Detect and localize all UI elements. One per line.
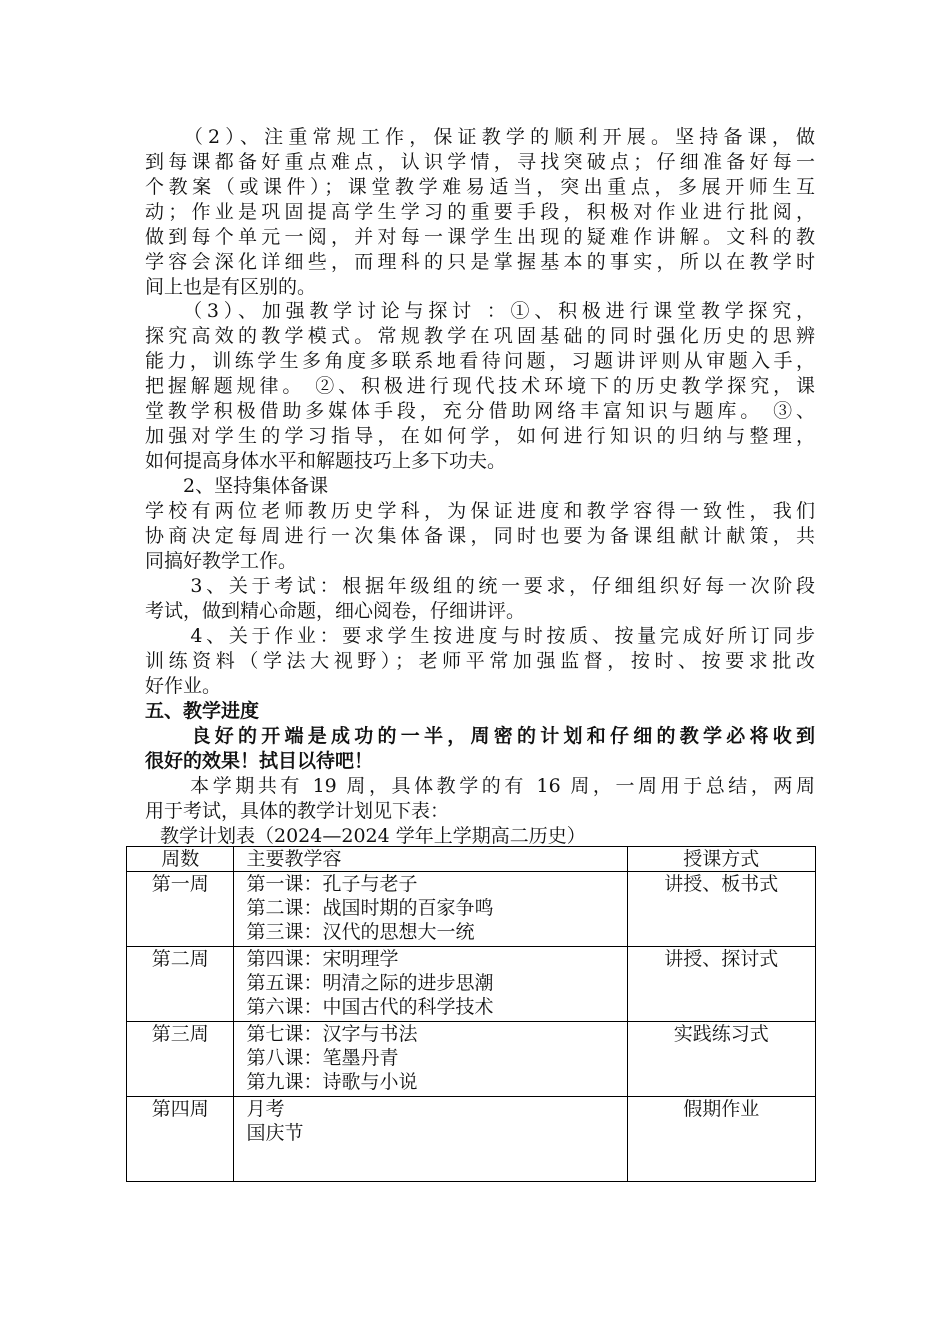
text-line: 学容会深化详细些，而理科的只是掌握基本的事实，所以在教学时 (145, 251, 815, 273)
table-row (127, 947, 816, 1022)
lesson-item: 第九课：诗歌与小说 (246, 1071, 418, 1093)
lesson-item: 第一课：孔子与老子 (246, 873, 418, 895)
text-line: 训练资料（学法大视野）；老师平常加强监督，按时、按要求批改 (145, 650, 815, 672)
text-line: 4、关于作业：要求学生按进度与时按质、按量完成好所订同步 (145, 625, 815, 647)
text-line: 本学期共有 19 周，具体教学的有 16 周，一周用于总结，两周 (145, 775, 815, 797)
header-content: 主要教学容 (234, 847, 627, 872)
item-heading: 2、坚持集体备课 (145, 475, 329, 497)
lesson-item: 第七课：汉字与书法 (246, 1023, 418, 1045)
content-cell (234, 1097, 627, 1182)
text-line: 探究高效的教学模式。常规教学在巩固基础的同时强化历史的思辨 (145, 325, 815, 347)
text-line: 到每课都备好重点难点，认识学情，寻找突破点；仔细准备好每一 (145, 151, 815, 173)
lesson-item: 第四课：宋明理学 (246, 948, 399, 970)
text-line: 好作业。 (145, 675, 222, 697)
week-cell: 第二周 (127, 947, 234, 1022)
table-row (127, 1022, 816, 1097)
section-heading: 五、教学进度 (145, 700, 260, 722)
text-line: 能力，训练学生多角度多联系地看待问题，习题讲评则从审题入手， (145, 350, 815, 372)
text-line: 间上也是有区别的。 (145, 276, 317, 298)
text-line: 把握解题规律。 ②、积极进行现代技术环境下的历史教学探究，课 (145, 375, 815, 397)
header-week: 周数 (127, 847, 234, 872)
text-line: 如何提高身体水平和解题技巧上多下功夫。 (145, 450, 507, 472)
text-line: 个教案（或课件）；课堂教学难易适当，突出重点，多展开师生互 (145, 176, 815, 198)
text-line: 同搞好教学工作。 (145, 550, 298, 572)
lesson-item: 第二课：战国时期的百家争鸣 (246, 897, 494, 919)
text-line: 协商决定每周进行一次集体备课，同时也要为备课组献计献策，共 (145, 525, 815, 547)
week-cell: 第三周 (127, 1022, 234, 1097)
method-cell: 假期作业 (627, 1097, 815, 1182)
table-row (127, 1097, 816, 1182)
week-cell: 第一周 (127, 872, 234, 947)
text-line: 堂教学积极借助多媒体手段，充分借助网络丰富知识与题库。 ③、 (145, 400, 815, 422)
text-line: 做到每个单元一阅，并对每一课学生出现的疑难作讲解。文科的教 (145, 226, 815, 248)
table-row (127, 872, 816, 947)
content-cell (234, 872, 627, 947)
text-line: （3）、加强教学讨论与探讨 ：①、积极进行课堂教学探究， (145, 300, 815, 322)
text-line: 考试，做到精心命题，细心阅卷，仔细讲评。 (145, 600, 526, 622)
week-cell: 第四周 (127, 1097, 234, 1182)
motto-line: 很好的效果！拭目以待吧！ (145, 750, 374, 772)
lesson-item: 第八课：笔墨丹青 (246, 1047, 399, 1069)
content-cell (234, 1022, 627, 1097)
text-line: 加强对学生的学习指导，在如何学，如何进行知识的归纳与整理， (145, 425, 815, 447)
content-cell (234, 947, 627, 1022)
lesson-item: 月考 (246, 1098, 285, 1120)
table-caption: 教学计划表（2024—2024 学年上学期高二历史） (160, 825, 586, 847)
teaching-plan-table (126, 846, 816, 1182)
header-method: 授课方式 (627, 847, 815, 872)
text-line: 动；作业是巩固提高学生学习的重要手段，积极对作业进行批阅， (145, 201, 815, 223)
lesson-item: 第五课：明清之际的进步思潮 (246, 972, 494, 994)
motto-line: 良好的开端是成功的一半，周密的计划和仔细的教学必将收到 (145, 725, 815, 747)
method-cell: 讲授、探讨式 (627, 947, 815, 1022)
lesson-item: 第六课：中国古代的科学技术 (246, 996, 494, 1018)
text-line: 学校有两位老师教历史学科，为保证进度和教学容得一致性，我们 (145, 500, 815, 522)
text-line: （2）、注重常规工作，保证教学的顺利开展。坚持备课，做 (145, 126, 815, 148)
method-cell: 实践练习式 (627, 1022, 815, 1097)
method-cell: 讲授、板书式 (627, 872, 815, 947)
text-line: 3、关于考试：根据年级组的统一要求，仔细组织好每一次阶段 (145, 575, 815, 597)
text-line: 用于考试，具体的教学计划见下表： (145, 800, 450, 822)
lesson-item: 国庆节 (246, 1122, 304, 1144)
table-header-row (127, 847, 816, 872)
lesson-item: 第三课：汉代的思想大一统 (246, 921, 475, 943)
